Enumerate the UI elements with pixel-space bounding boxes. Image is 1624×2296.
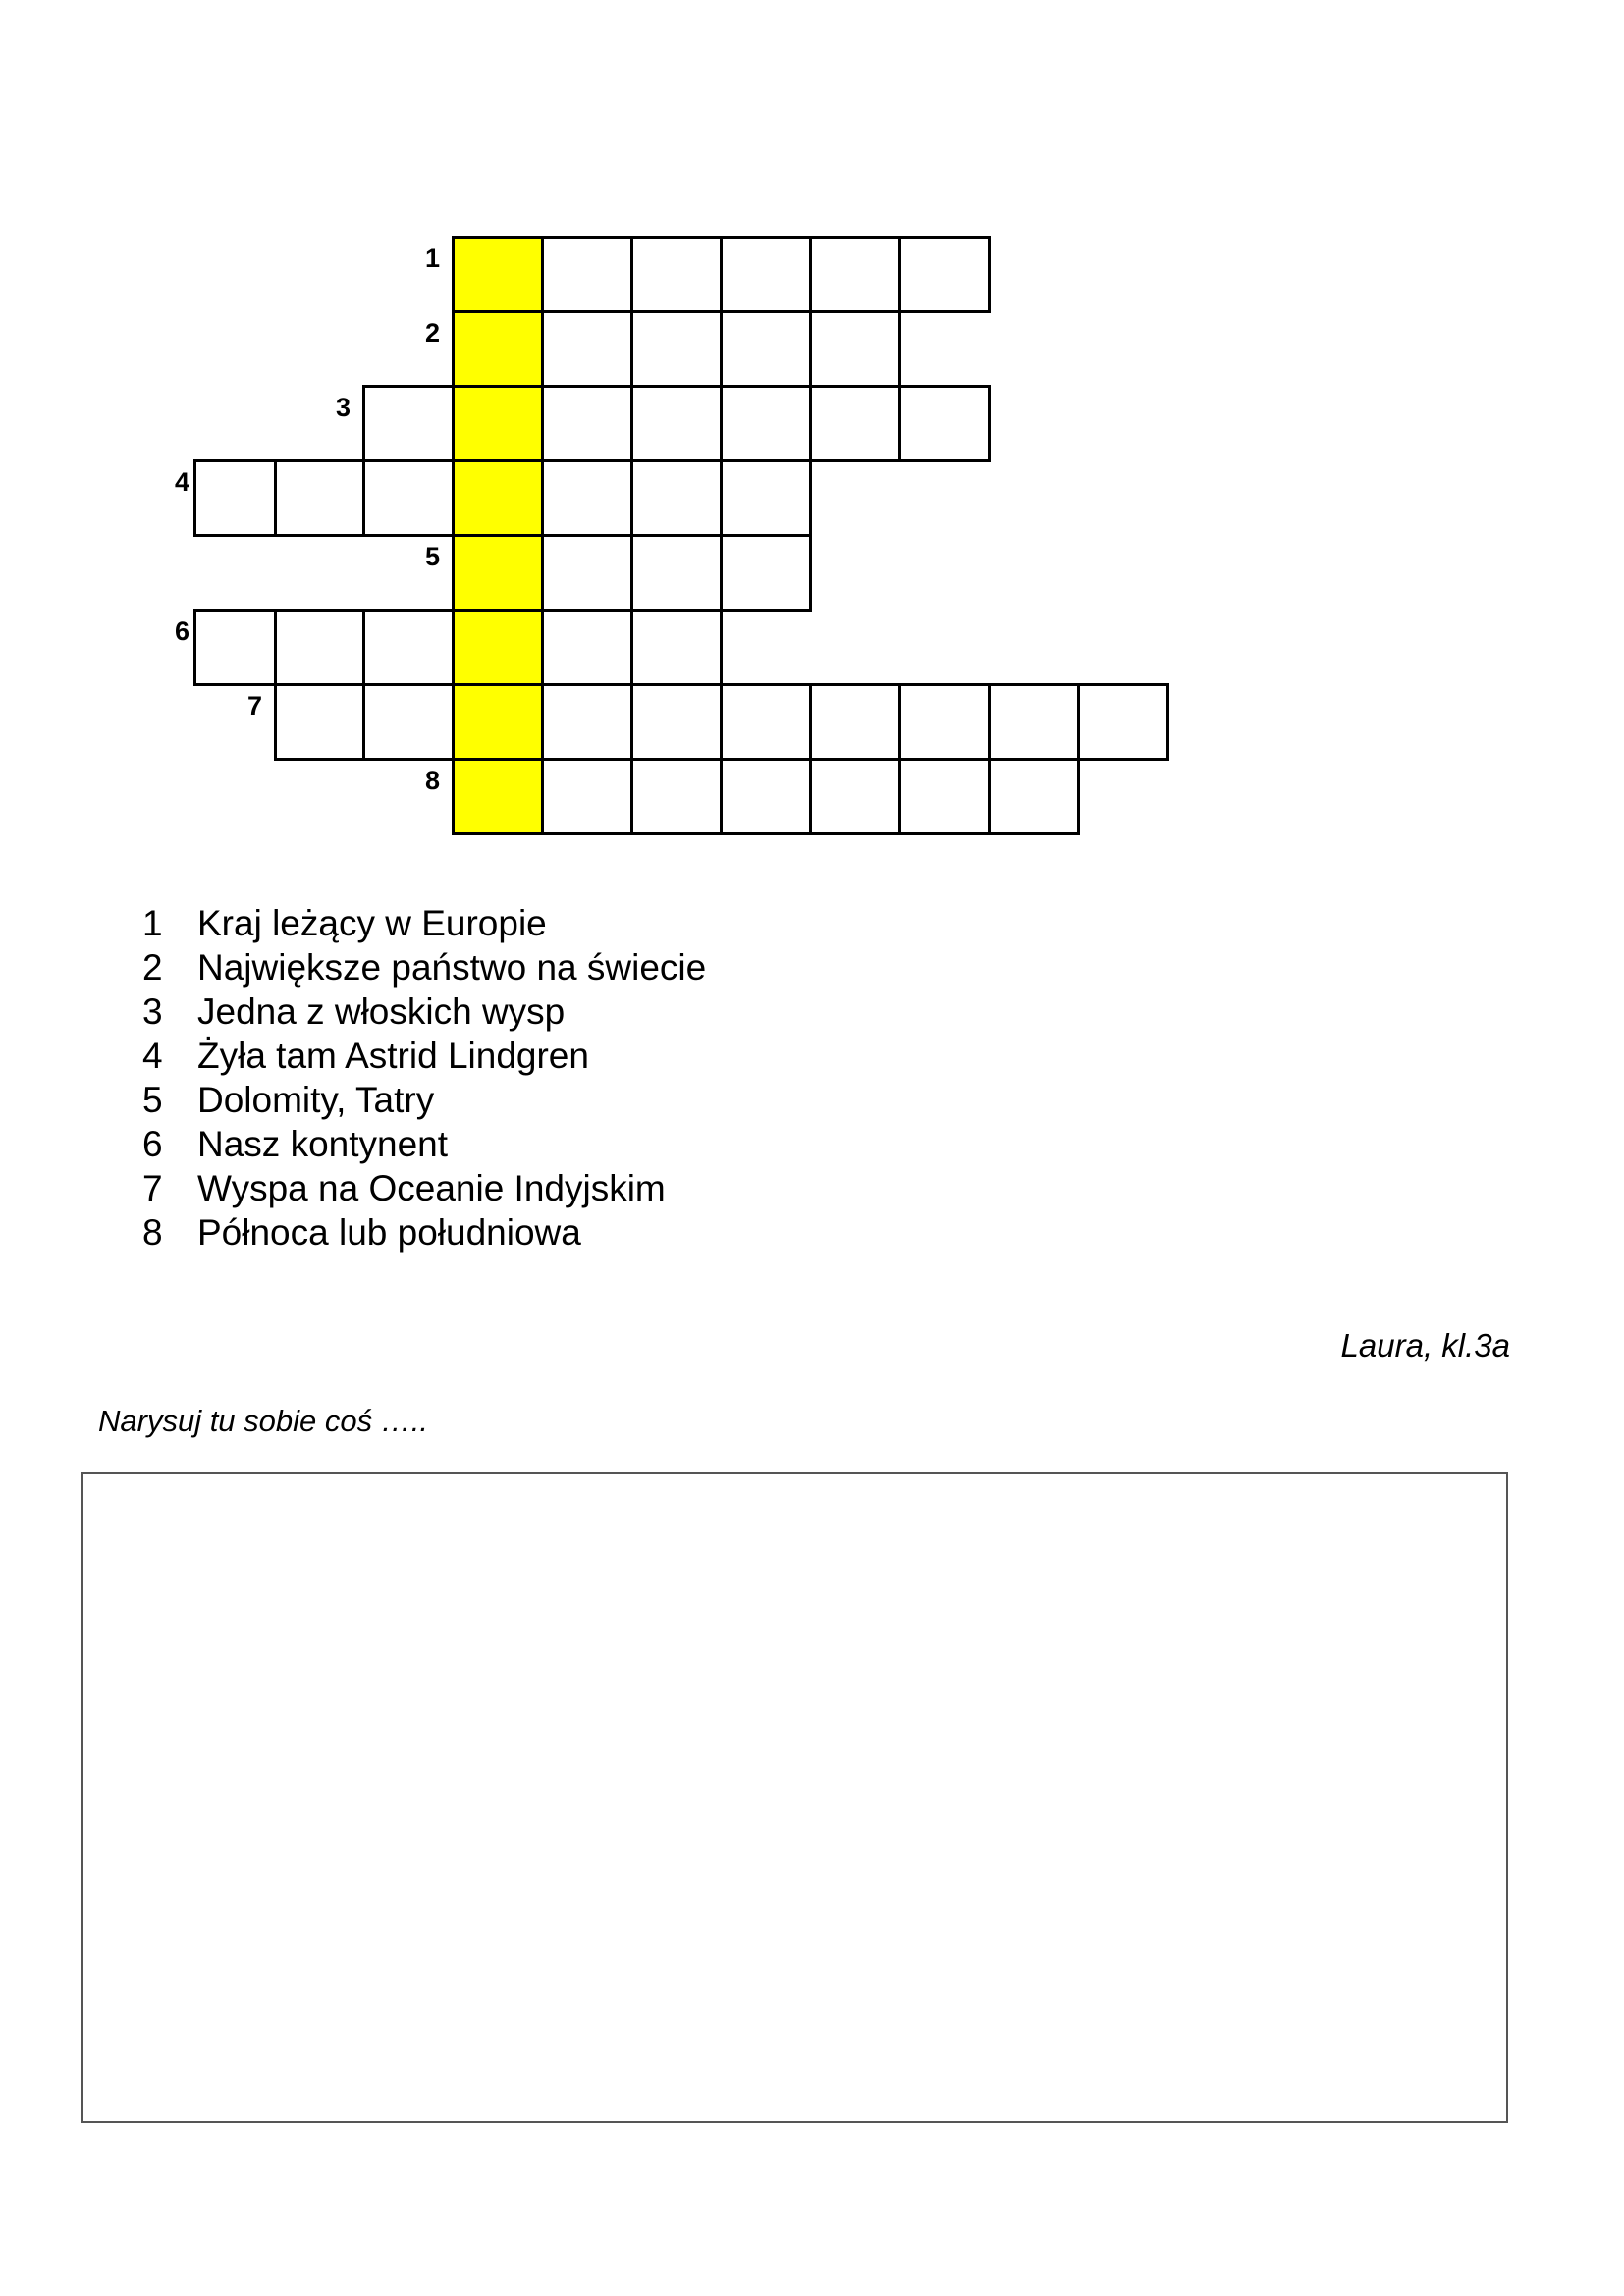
clue-list: [142, 901, 706, 1255]
crossword-cell[interactable]: [362, 683, 455, 761]
crossword-cell[interactable]: [630, 385, 723, 462]
clue-text: Kraj leżący w Europie: [197, 903, 547, 943]
crossword-cell[interactable]: [720, 459, 812, 537]
crossword-grid: [0, 0, 1624, 883]
clue-item: [142, 901, 706, 945]
crossword-cell[interactable]: [720, 310, 812, 388]
crossword-cell[interactable]: [630, 609, 723, 686]
crossword-cell[interactable]: [809, 310, 901, 388]
crossword-cell[interactable]: [809, 683, 901, 761]
crossword-cell[interactable]: [898, 385, 991, 462]
crossword-cell[interactable]: [541, 236, 633, 313]
crossword-cell[interactable]: [630, 310, 723, 388]
crossword-row-number: 2: [424, 318, 440, 347]
clue-text: Wyspa na Oceanie Indyjskim: [197, 1168, 666, 1208]
crossword-cell[interactable]: [362, 385, 455, 462]
clue-number: 6: [142, 1124, 163, 1164]
crossword-cell[interactable]: [898, 758, 991, 835]
crossword-cell[interactable]: [720, 385, 812, 462]
clue-text: Jedna z włoskich wysp: [197, 991, 566, 1032]
clue-number: 8: [142, 1212, 163, 1253]
clue-item: [142, 945, 706, 989]
crossword-cell[interactable]: [541, 459, 633, 537]
crossword-row-number: 5: [424, 542, 440, 571]
crossword-cell[interactable]: [720, 236, 812, 313]
crossword-row-number: 8: [424, 766, 440, 795]
crossword-cell[interactable]: [630, 534, 723, 612]
crossword-key-cell[interactable]: [452, 310, 544, 388]
crossword-cell[interactable]: [630, 236, 723, 313]
crossword-key-cell[interactable]: [452, 459, 544, 537]
clue-number: 2: [142, 947, 163, 988]
clue-number: 1: [142, 903, 163, 943]
clue-text: Nasz kontynent: [197, 1124, 449, 1164]
crossword-cell[interactable]: [898, 683, 991, 761]
clue-item: [142, 1034, 706, 1078]
crossword-cell[interactable]: [193, 609, 280, 686]
crossword-key-cell[interactable]: [452, 758, 544, 835]
clue-item: [142, 1122, 706, 1166]
clue-item: [142, 1166, 706, 1210]
clue-item: [142, 989, 706, 1034]
crossword-row-number: 1: [424, 243, 440, 273]
crossword-key-cell[interactable]: [452, 236, 544, 313]
crossword-cell[interactable]: [541, 385, 633, 462]
crossword-cell[interactable]: [541, 534, 633, 612]
clue-text: Żyła tam Astrid Lindgren: [197, 1036, 589, 1076]
drawing-hint: Narysuj tu sobie coś …..: [98, 1404, 428, 1438]
crossword-cell[interactable]: [362, 459, 455, 537]
crossword-cell[interactable]: [630, 459, 723, 537]
crossword-key-cell[interactable]: [452, 385, 544, 462]
crossword-key-cell[interactable]: [452, 609, 544, 686]
crossword-row-number: 7: [246, 691, 262, 721]
crossword-cell[interactable]: [809, 385, 901, 462]
crossword-cell[interactable]: [630, 683, 723, 761]
crossword-cell[interactable]: [541, 609, 633, 686]
crossword-cell[interactable]: [898, 236, 991, 313]
crossword-row-number: 6: [174, 616, 189, 646]
crossword-cell[interactable]: [720, 758, 812, 835]
crossword-cell[interactable]: [720, 534, 812, 612]
crossword-cell[interactable]: [988, 683, 1080, 761]
crossword-cell[interactable]: [720, 683, 812, 761]
clue-text: Dolomity, Tatry: [197, 1080, 435, 1120]
crossword-cell[interactable]: [274, 459, 366, 537]
crossword-key-cell[interactable]: [452, 683, 544, 761]
crossword-cell[interactable]: [193, 459, 280, 537]
drawing-area[interactable]: [81, 1472, 1508, 2123]
clue-number: 5: [142, 1080, 163, 1120]
crossword-cell[interactable]: [1077, 683, 1169, 761]
crossword-row-number: 4: [174, 467, 189, 497]
clue-item: [142, 1210, 706, 1255]
crossword-cell[interactable]: [630, 758, 723, 835]
crossword-cell[interactable]: [809, 236, 901, 313]
crossword-cell[interactable]: [274, 609, 366, 686]
crossword-row-number: 3: [335, 393, 351, 422]
crossword-cell[interactable]: [541, 310, 633, 388]
clue-text: Największe państwo na świecie: [197, 947, 707, 988]
clue-item: [142, 1078, 706, 1122]
crossword-cell[interactable]: [809, 758, 901, 835]
crossword-cell[interactable]: [541, 683, 633, 761]
crossword-cell[interactable]: [274, 683, 366, 761]
crossword-cell[interactable]: [988, 758, 1080, 835]
crossword-cell[interactable]: [541, 758, 633, 835]
clue-number: 3: [142, 991, 163, 1032]
crossword-cell[interactable]: [362, 609, 455, 686]
author-signature: Laura, kl.3a: [1340, 1327, 1510, 1363]
clue-text: Północa lub południowa: [197, 1212, 581, 1253]
crossword-key-cell[interactable]: [452, 534, 544, 612]
clue-number: 4: [142, 1036, 163, 1076]
clue-number: 7: [142, 1168, 163, 1208]
